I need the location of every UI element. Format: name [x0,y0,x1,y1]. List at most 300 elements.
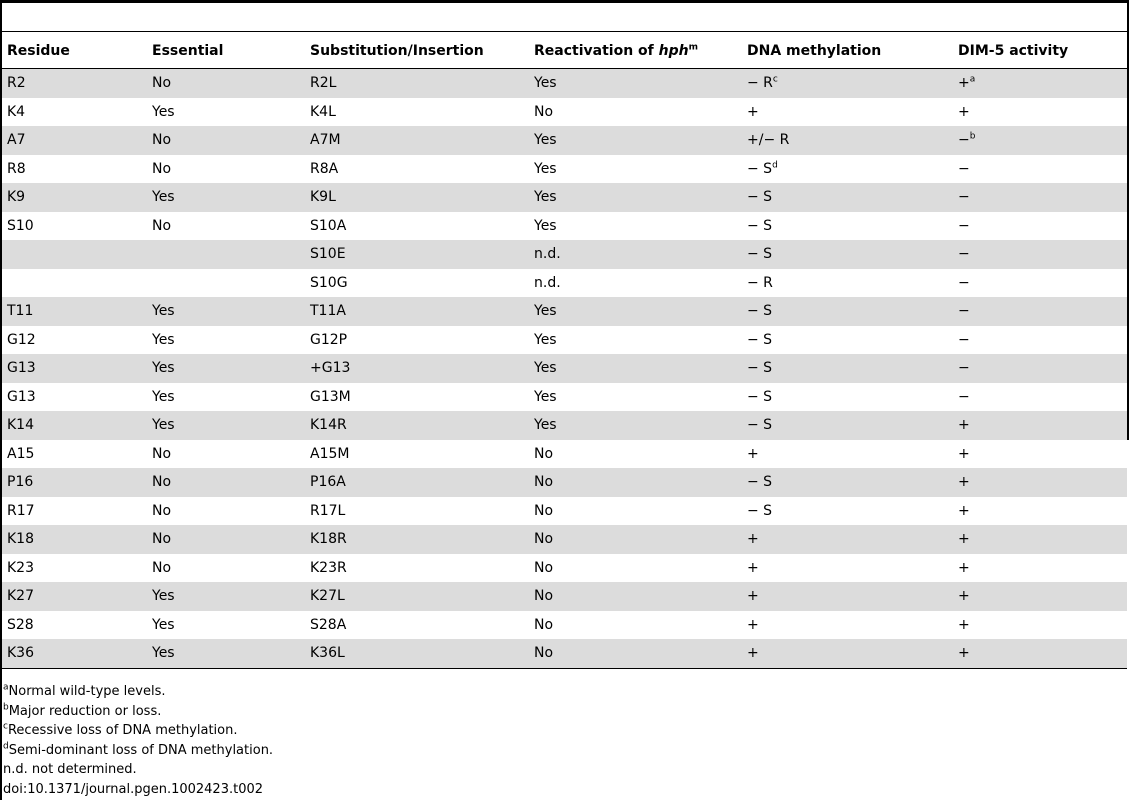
table-header-row [2,33,1127,69]
cell-dim5-activity [953,297,1127,326]
cell-dna-methylation-value: − S [747,160,773,177]
cell-residue-value: S10 [7,217,34,234]
cell-reactivation-value: No [534,588,554,605]
cell-substitution-value: A15M [310,445,350,462]
cell-residue-value: K23 [7,559,34,576]
header-substitution: Substitution/Insertion [310,42,484,59]
cell-essential [147,411,305,440]
cell-substitution [305,468,529,497]
cell-dna-methylation [742,212,953,241]
cell-reactivation-value: Yes [534,217,557,234]
caption-band [2,3,1127,31]
cell-substitution [305,183,529,212]
cell-substitution [305,326,529,355]
header-gene: hph [658,42,689,59]
cell-dna-methylation [742,354,953,383]
cell-reactivation [529,440,742,469]
cell-reactivation [529,468,742,497]
footnote [3,780,273,800]
cell-dna-methylation-value: + [747,103,759,120]
table-row [2,240,1127,269]
cell-substitution [305,69,529,98]
cell-reactivation-value: No [534,616,554,633]
footnote [3,721,273,741]
cell-reactivation [529,354,742,383]
cell-dim5-activity [953,639,1127,668]
footnotes [3,682,273,799]
cell-dna-methylation-value: − R [747,75,773,92]
cell-residue [2,525,147,554]
cell-essential-value: Yes [152,588,175,605]
table-row [2,383,1127,412]
cell-dna-methylation [742,126,953,155]
cell-dna-methylation-footnote-mark: c [772,74,778,85]
cell-dna-methylation [742,411,953,440]
cell-essential-value: No [152,531,172,548]
cell-reactivation-value: Yes [534,132,557,149]
cell-substitution-value: K18R [310,531,347,548]
cell-dim5-activity-value: − [958,303,970,320]
cell-dna-methylation-value: − R [747,274,773,291]
cell-dim5-activity [953,582,1127,611]
cell-reactivation [529,297,742,326]
cell-dim5-activity-value: − [958,388,970,405]
cell-dna-methylation [742,440,953,469]
table-row [2,354,1127,383]
cell-reactivation [529,155,742,184]
cell-dna-methylation-value: + [747,616,759,633]
table-row [2,497,1127,526]
cell-essential-value: Yes [152,388,175,405]
table-row [2,639,1127,668]
cell-dim5-activity-value: + [958,445,970,462]
cell-dim5-activity-value: − [958,217,970,234]
table-row [2,297,1127,326]
table-row [2,440,1127,469]
cell-residue [2,183,147,212]
cell-reactivation-value: No [534,559,554,576]
cell-residue [2,240,147,269]
cell-dim5-activity [953,611,1127,640]
cell-reactivation [529,98,742,127]
footnote-mark: c [3,721,8,732]
cell-reactivation [529,69,742,98]
cell-dim5-activity-value: + [958,103,970,120]
cell-residue [2,126,147,155]
header-rule [0,31,1129,32]
cell-dna-methylation [742,582,953,611]
header-dim5-activity: DIM-5 activity [958,42,1069,59]
cell-dna-methylation [742,183,953,212]
cell-dna-methylation-value: − S [747,417,773,434]
cell-dna-methylation [742,497,953,526]
cell-essential-value: No [152,559,172,576]
cell-residue [2,354,147,383]
cell-substitution [305,639,529,668]
cell-reactivation-value: Yes [534,75,557,92]
cell-essential [147,126,305,155]
footnote [3,702,273,722]
cell-dim5-activity-value: + [958,502,970,519]
cell-essential [147,240,305,269]
table-row [2,183,1127,212]
cell-dna-methylation-value: − S [747,189,773,206]
cell-reactivation-value: No [534,502,554,519]
table-row [2,126,1127,155]
cell-essential [147,269,305,298]
cell-dna-methylation-value: − S [747,388,773,405]
cell-substitution [305,440,529,469]
cell-dna-methylation [742,98,953,127]
cell-dim5-activity-footnote-mark: a [969,74,976,85]
table-row [2,326,1127,355]
cell-dna-methylation-value: − S [747,246,773,263]
cell-substitution [305,611,529,640]
cell-residue [2,582,147,611]
cell-substitution [305,554,529,583]
cell-reactivation-value: n.d. [534,274,561,291]
cell-reactivation [529,126,742,155]
cell-reactivation-value: No [534,645,554,662]
cell-substitution [305,383,529,412]
table-row [2,69,1127,98]
cell-reactivation [529,383,742,412]
cell-essential [147,497,305,526]
cell-reactivation-value: No [534,474,554,491]
cell-dim5-activity-value: + [958,531,970,548]
cell-dim5-activity-value: − [958,189,970,206]
cell-dim5-activity-value: + [958,417,970,434]
cell-dim5-activity-value: − [958,274,970,291]
cell-residue [2,212,147,241]
table-row [2,525,1127,554]
cell-dim5-activity [953,98,1127,127]
cell-substitution-value: S10E [310,246,346,263]
footnote-text: Semi-dominant loss of DNA methylation. [8,742,274,758]
cell-residue [2,326,147,355]
cell-reactivation [529,611,742,640]
cell-dna-methylation [742,155,953,184]
cell-dna-methylation-value: − S [747,360,773,377]
header-residue: Residue [7,42,70,59]
cell-essential-value: Yes [152,303,175,320]
cell-residue-value: P16 [7,474,34,491]
footnote [3,760,273,780]
cell-substitution [305,98,529,127]
cell-essential-value: No [152,132,172,149]
cell-reactivation [529,582,742,611]
cell-essential-value: Yes [152,417,175,434]
cell-essential [147,98,305,127]
cell-reactivation-value: No [534,445,554,462]
cell-residue-value: T11 [7,303,34,320]
cell-dna-methylation [742,383,953,412]
cell-dim5-activity-value: + [958,588,970,605]
footnote-text: Recessive loss of DNA methylation. [7,723,238,738]
cell-essential [147,183,305,212]
cell-dna-methylation-value: − S [747,502,773,519]
cell-substitution-value: S28A [310,616,347,633]
cell-dim5-activity [953,240,1127,269]
table-row [2,155,1127,184]
cell-residue-value: K36 [7,645,34,662]
cell-essential [147,611,305,640]
cell-dna-methylation [742,468,953,497]
cell-dna-methylation-value: − S [747,217,773,234]
data-table [2,33,1127,669]
cell-residue [2,639,147,668]
cell-dna-methylation [742,554,953,583]
cell-essential [147,383,305,412]
cell-essential [147,69,305,98]
cell-reactivation-value: Yes [534,160,557,177]
cell-dim5-activity-value: − [958,132,970,149]
cell-substitution-value: R2L [310,75,337,92]
cell-residue-value: K14 [7,417,34,434]
footnote-text: n.d. not determined. [3,762,137,777]
cell-reactivation [529,212,742,241]
cell-essential-value: Yes [152,189,175,206]
cell-essential [147,468,305,497]
cell-dna-methylation-value: + [747,445,759,462]
cell-substitution-value: K36L [310,645,345,662]
cell-dim5-activity-value: + [958,75,970,92]
cell-essential [147,297,305,326]
cell-essential-value: Yes [152,103,175,120]
cell-essential [147,155,305,184]
cell-dim5-activity-value: − [958,160,970,177]
cell-dna-methylation-value: + [747,559,759,576]
cell-dna-methylation [742,611,953,640]
cell-essential-value: No [152,474,172,491]
cell-essential [147,326,305,355]
cell-reactivation [529,183,742,212]
table-row [2,411,1127,440]
cell-dim5-activity [953,354,1127,383]
cell-reactivation [529,497,742,526]
cell-dna-methylation-value: + [747,588,759,605]
cell-reactivation-value: Yes [534,331,557,348]
cell-dna-methylation-value: − S [747,474,773,491]
cell-substitution [305,212,529,241]
cell-dim5-activity [953,126,1127,155]
cell-essential-value: No [152,217,172,234]
cell-dna-methylation-value: +/− R [747,132,790,149]
cell-dna-methylation-value: − S [747,331,773,348]
footnote-mark: b [3,702,9,713]
cell-dna-methylation [742,326,953,355]
cell-essential-value: No [152,160,172,177]
cell-dna-methylation-value: − S [747,303,773,320]
cell-substitution-value: +G13 [310,360,351,377]
header-gene-sup: m [688,41,698,52]
cell-residue-value: R2 [7,75,26,92]
cell-dim5-activity [953,468,1127,497]
cell-reactivation [529,269,742,298]
cell-substitution-value: R17L [310,502,346,519]
cell-dna-methylation-footnote-mark: d [772,160,778,171]
cell-reactivation-value: No [534,103,554,120]
cell-dna-methylation [742,269,953,298]
cell-substitution [305,354,529,383]
footnote-mark: a [3,682,9,693]
cell-dim5-activity [953,155,1127,184]
footnote [3,741,273,761]
cell-substitution-value: T11A [310,303,346,320]
cell-dna-methylation [742,639,953,668]
cell-dim5-activity-value: − [958,331,970,348]
cell-dna-methylation [742,69,953,98]
cell-dna-methylation [742,240,953,269]
cell-residue [2,269,147,298]
cell-essential-value: No [152,445,172,462]
cell-substitution [305,297,529,326]
footnote [3,682,273,702]
cell-residue-value: S28 [7,616,34,633]
cell-residue [2,554,147,583]
cell-reactivation [529,326,742,355]
cell-residue-value: K18 [7,531,34,548]
cell-substitution [305,269,529,298]
cell-essential-value: No [152,75,172,92]
cell-residue-value: K9 [7,189,26,206]
cell-dim5-activity [953,69,1127,98]
cell-dim5-activity [953,269,1127,298]
cell-substitution [305,155,529,184]
cell-substitution [305,582,529,611]
header-essential: Essential [152,42,224,59]
cell-reactivation-value: Yes [534,360,557,377]
cell-substitution [305,497,529,526]
footnote-mark: d [3,741,9,752]
cell-reactivation [529,525,742,554]
cell-essential [147,440,305,469]
cell-essential-value: No [152,502,172,519]
table-row [2,582,1127,611]
cell-residue [2,468,147,497]
cell-residue [2,155,147,184]
table-row [2,554,1127,583]
cell-reactivation [529,554,742,583]
cell-residue-value: R8 [7,160,26,177]
cell-essential-value: Yes [152,645,175,662]
cell-reactivation-value: Yes [534,388,557,405]
cell-residue-value: K4 [7,103,26,120]
footnote-text: doi:10.1371/journal.pgen.1002423.t002 [3,781,264,797]
cell-dim5-activity [953,525,1127,554]
cell-dim5-activity-value: + [958,645,970,662]
cell-residue [2,69,147,98]
cell-substitution [305,240,529,269]
cell-substitution-value: A7M [310,132,341,149]
cell-substitution [305,411,529,440]
cell-residue [2,383,147,412]
table-row [2,212,1127,241]
header-reactivation [529,33,742,69]
cell-dim5-activity-value: + [958,559,970,576]
cell-substitution-value: S10G [310,274,348,291]
cell-dna-methylation-value: + [747,531,759,548]
header-reactivation-label: Reactivation of [534,42,659,59]
cell-residue-value: G13 [7,360,36,377]
cell-substitution-value: G12P [310,331,348,348]
cell-substitution-value: G13M [310,388,351,405]
cell-dim5-activity-value: − [958,246,970,263]
cell-residue [2,497,147,526]
cell-residue [2,98,147,127]
cell-dna-methylation [742,525,953,554]
cell-residue [2,297,147,326]
cell-dim5-activity [953,440,1127,469]
cell-dim5-activity [953,326,1127,355]
cell-residue [2,611,147,640]
cell-residue-value: G13 [7,388,36,405]
cell-substitution-value: K27L [310,588,345,605]
footnote-text: Major reduction or loss. [8,703,162,719]
cell-reactivation [529,639,742,668]
cell-residue-value: A15 [7,445,35,462]
cell-reactivation-value: Yes [534,189,557,206]
cell-dim5-activity-footnote-mark: b [969,131,976,142]
cell-dim5-activity-value: + [958,474,970,491]
cell-dim5-activity-value: + [958,616,970,633]
cell-substitution [305,525,529,554]
cell-essential [147,525,305,554]
cell-essential-value: Yes [152,616,175,633]
cell-reactivation-value: No [534,531,554,548]
cell-residue [2,411,147,440]
cell-dim5-activity [953,411,1127,440]
cell-residue-value: R17 [7,502,35,519]
cell-essential [147,212,305,241]
cell-essential-value: Yes [152,331,175,348]
cell-reactivation-value: n.d. [534,246,561,263]
cell-dim5-activity [953,212,1127,241]
cell-dim5-activity [953,554,1127,583]
cell-substitution-value: R8A [310,160,339,177]
cell-reactivation-value: Yes [534,303,557,320]
cell-dna-methylation [742,297,953,326]
cell-reactivation-value: Yes [534,417,557,434]
cell-dim5-activity-value: − [958,360,970,377]
table-row [2,269,1127,298]
cell-residue [2,440,147,469]
cell-dim5-activity [953,183,1127,212]
cell-essential [147,354,305,383]
table-row [2,98,1127,127]
header-dna-methylation: DNA methylation [747,42,882,59]
cell-substitution [305,126,529,155]
cell-essential-value: Yes [152,360,175,377]
cell-substitution-value: K23R [310,559,347,576]
cell-substitution-value: K4L [310,103,336,120]
cell-reactivation [529,240,742,269]
cell-residue-value: G12 [7,331,36,348]
cell-dim5-activity [953,383,1127,412]
table-body [2,69,1127,669]
cell-substitution-value: K9L [310,189,336,206]
table-row [2,468,1127,497]
cell-residue-value: K27 [7,588,34,605]
cell-essential [147,582,305,611]
cell-residue-value: A7 [7,132,26,149]
table-row [2,611,1127,640]
cell-substitution-value: S10A [310,217,347,234]
cell-substitution-value: P16A [310,474,346,491]
cell-dim5-activity [953,497,1127,526]
cell-essential [147,639,305,668]
cell-essential [147,554,305,583]
